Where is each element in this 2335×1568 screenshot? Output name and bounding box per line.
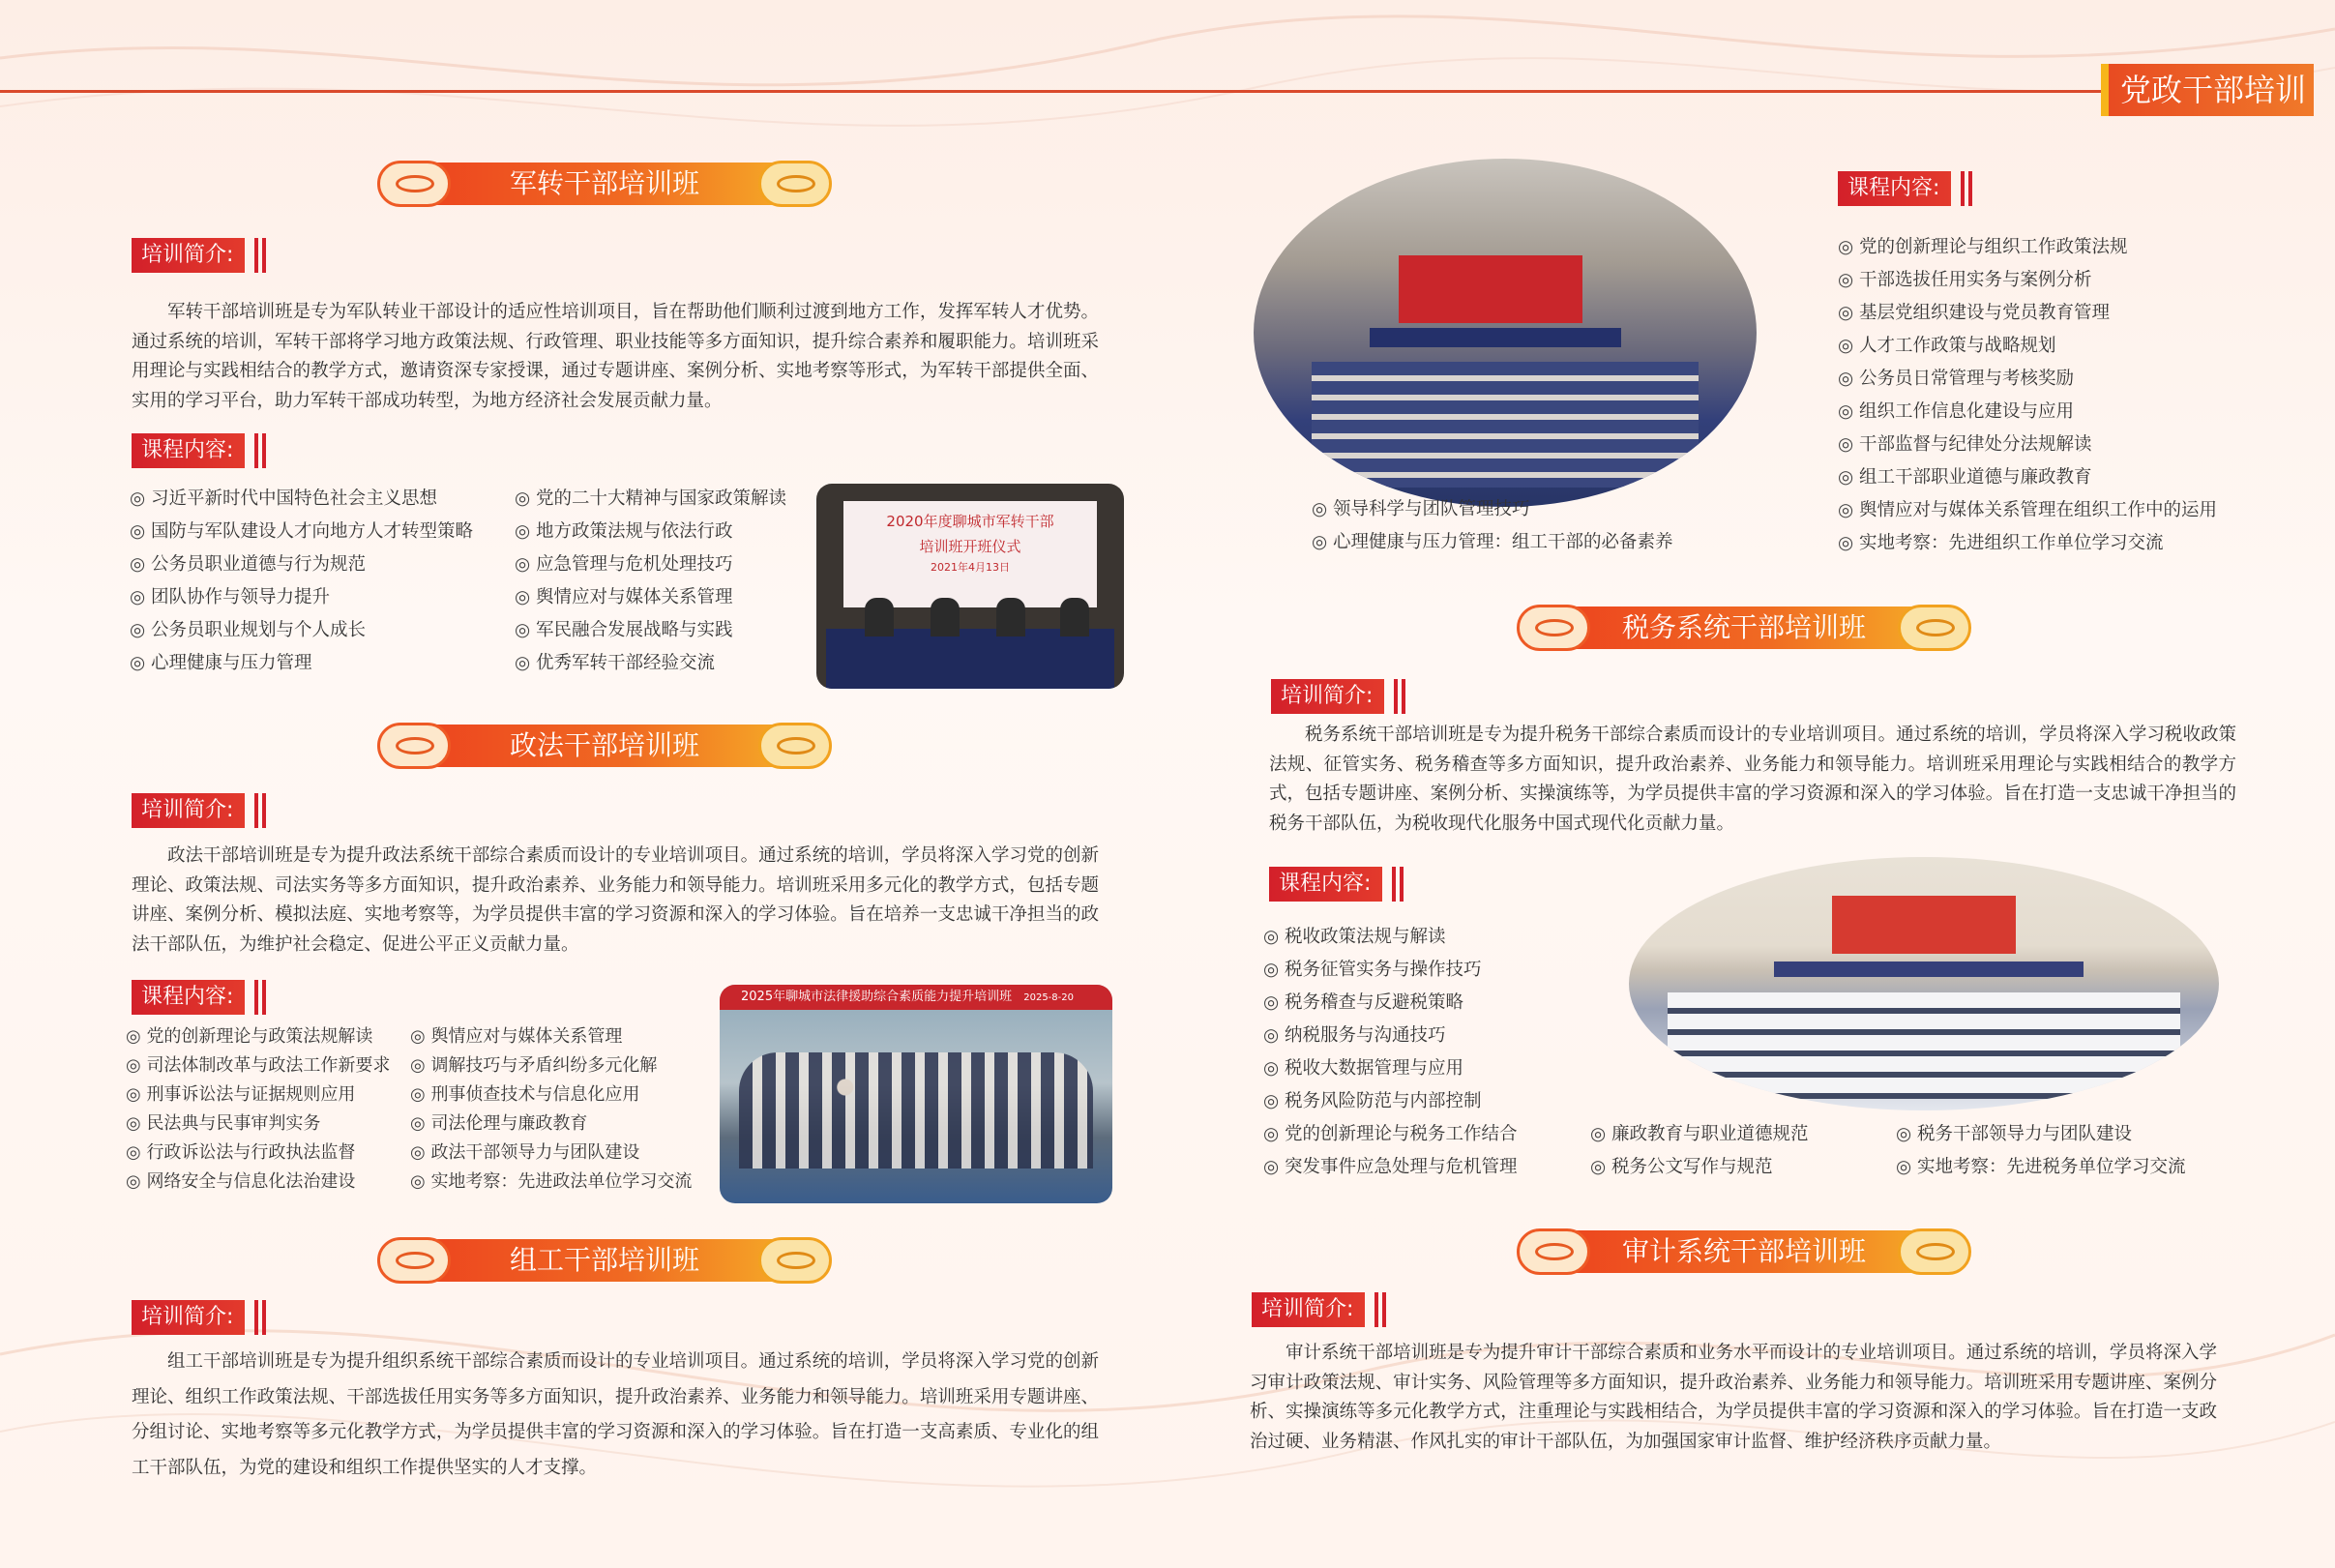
list-item: ◎ 团队协作与领导力提升 <box>130 581 473 614</box>
org-intro-label: 培训简介: <box>132 1300 245 1335</box>
photo-banner-text: 2025年聊城市法律援助综合素质能力提升培训班 <box>741 990 1013 1004</box>
list-item: ◎ 舆情应对与媒体关系管理 <box>410 1022 692 1051</box>
tax-intro: 税务系统干部培训班是专为提升税务干部综合素质而设计的专业培训项目。通过系统的培训，学员将深入学习税收政策法规、征管实务、税务稽查等多方面知识，提升政治素养、业务能力和领导能力。培训班采用理论与实践相结合的教学方式，包括专题讲座、案例分析、实操演练等，为学员提供丰富的学习资源和深入的学习体验。旨在打造一支忠诚干净担当的税务干部队伍，为税收现代化服务中国式现代化贡献力量。 <box>1269 725 2236 834</box>
org-title-banner <box>381 1239 828 1282</box>
audit-intro: 审计系统干部培训班是专为提升审计干部综合素质和业务水平而设计的专业培训项目。通过系统的培训，学员将深入学习审计政策法规、审计实务、风险管理等多方面知识，提升政治素养、业务能力和领导能力。培训班采用专题讲座、案例分析、实操演练等多元化教学方式，注重理论与实践相结合，为学员提供丰富的学习资源和深入的学习体验。旨在打造一支政治过硬、业务精湛、作风扎实的审计干部队伍，为加强国家审计监督、维护经济秩序贡献力量。 <box>1250 1343 2217 1452</box>
list-item: ◎ 司法伦理与廉政教育 <box>410 1109 692 1139</box>
tax-courses-label: 课程内容: <box>1269 867 1382 902</box>
photo-table <box>1774 962 2084 977</box>
list-item: ◎ 党的创新理论与组织工作政策法规 <box>1838 231 2217 264</box>
list-item: ◎ 舆情应对与媒体关系管理 <box>515 581 786 614</box>
cloud-ornament-icon <box>1517 1228 1590 1275</box>
cloud-ornament-icon <box>377 1237 451 1284</box>
law-courses-label: 课程内容: <box>132 980 245 1015</box>
org-courses-photo-side <box>1312 493 1673 559</box>
list-item: ◎ 税务稽查与反避税策略 <box>1263 987 1518 1020</box>
list-item: ◎ 组织工作信息化建设与应用 <box>1838 396 2217 429</box>
photo-people <box>739 1052 1093 1169</box>
list-item: ◎ 税务征管实务与操作技巧 <box>1263 954 1518 987</box>
list-item: ◎ 刑事诉讼法与证据规则应用 <box>126 1080 390 1109</box>
law-intro-label: 培训简介: <box>132 793 245 828</box>
photo-table <box>826 629 1114 689</box>
law-courses-right <box>410 1022 692 1197</box>
list-item: ◎ 网络安全与信息化法治建设 <box>126 1168 390 1197</box>
photo-screen <box>1399 255 1582 323</box>
list-item: ◎ 党的二十大精神与国家政策解读 <box>515 483 786 516</box>
list-item: ◎ 司法体制改革与政法工作新要求 <box>126 1051 390 1080</box>
photo-date: 2025-8-20 <box>1023 992 1074 1003</box>
list-item: ◎ 实地考察：先进税务单位学习交流 <box>1896 1151 2186 1184</box>
photo-audience <box>1312 362 1699 488</box>
list-item: ◎ 军民融合发展战略与实践 <box>515 614 786 647</box>
photo-subtitle: 培训班开班仪式 <box>919 538 1021 555</box>
list-item: ◎ 税务风险防范与内部控制 <box>1263 1085 1518 1118</box>
list-item: ◎ 心理健康与压力管理 <box>130 647 473 680</box>
military-courses-label: 课程内容: <box>132 433 245 468</box>
list-item: ◎ 习近平新时代中国特色社会主义思想 <box>130 483 473 516</box>
corner-tag: 党政干部培训 <box>2101 64 2314 116</box>
list-item: ◎ 公务员日常管理与考核奖励 <box>1838 363 2217 396</box>
org-meeting-photo <box>1254 159 1757 507</box>
list-item: ◎ 纳税服务与沟通技巧 <box>1263 1020 1518 1052</box>
military-courses-right <box>515 483 786 680</box>
list-item: ◎ 廉政教育与职业道德规范 <box>1590 1118 1809 1151</box>
tax-courses-col3 <box>1896 1118 2186 1184</box>
tax-title: 税务系统干部培训班 <box>1621 611 1866 643</box>
cloud-ornament-icon <box>1898 605 1971 651</box>
law-intro: 政法干部培训班是专为提升政法系统干部综合素质而设计的专业培训项目。通过系统的培训，学员将深入学习党的创新理论、政策法规、司法实务等多方面知识，提升政治素养、业务能力和领导能力。培训班采用多元化的教学方式，包括专题讲座、案例分析、模拟法庭、实地考察等，为学员提供丰富的学习资源和深入的学习体验。旨在培养一支忠诚干净担当的政法干部队伍，为维护社会稳定、促进公平正义贡献力量。 <box>132 845 1099 955</box>
cloud-ornament-icon <box>1898 1228 1971 1275</box>
audit-title-banner <box>1521 1230 1967 1273</box>
law-courses-left <box>126 1022 390 1197</box>
tax-intro-label: 培训简介: <box>1271 679 1384 714</box>
list-item: ◎ 实地考察：先进政法单位学习交流 <box>410 1168 692 1197</box>
photo-screen <box>843 501 1097 607</box>
tax-title-banner <box>1521 606 1967 649</box>
list-item: ◎ 舆情应对与媒体关系管理在组织工作中的运用 <box>1838 494 2217 527</box>
tax-courses-col1 <box>1263 921 1518 1184</box>
military-intro-label: 培训简介: <box>132 238 245 273</box>
photo-banner <box>720 985 1112 1010</box>
audit-title: 审计系统干部培训班 <box>1621 1235 1866 1267</box>
law-group-photo <box>720 985 1112 1203</box>
list-item: ◎ 党的创新理论与政策法规解读 <box>126 1022 390 1051</box>
list-item: ◎ 人才工作政策与战略规划 <box>1838 330 2217 363</box>
cloud-ornament-icon <box>758 723 832 769</box>
list-item: ◎ 调解技巧与矛盾纠纷多元化解 <box>410 1051 692 1080</box>
military-ceremony-photo <box>816 484 1124 689</box>
list-item: ◎ 突发事件应急处理与危机管理 <box>1263 1151 1518 1184</box>
list-item: ◎ 刑事侦查技术与信息化应用 <box>410 1080 692 1109</box>
list-item: ◎ 心理健康与压力管理：组工干部的必备素养 <box>1312 526 1673 559</box>
military-title-banner <box>381 163 828 205</box>
list-item: ◎ 税务干部领导力与团队建设 <box>1896 1118 2186 1151</box>
list-item: ◎ 民法典与民事审判实务 <box>126 1109 390 1139</box>
photo-title: 2020年度聊城市军转干部 <box>886 513 1054 530</box>
list-item: ◎ 政法干部领导力与团队建设 <box>410 1139 692 1168</box>
tax-courses-col2 <box>1590 1118 1809 1184</box>
cloud-ornament-icon <box>377 723 451 769</box>
org-courses <box>1838 231 2217 560</box>
list-item: ◎ 国防与军队建设人才向地方人才转型策略 <box>130 516 473 548</box>
military-intro: 军转干部培训班是专为军队转业干部设计的适应性培训项目，旨在帮助他们顺利过渡到地方工作，发挥军转人才优势。通过系统的培训，军转干部将学习地方政策法规、行政管理、职业技能等多方面知识，提升综合素养和履职能力。培训班采用理论与实践相结合的教学方式，邀请资深专家授课，通过专题讲座、案例分析、实地考察等形式，为军转干部提供全面、实用的学习平台，助力军转干部成功转型，为地方经济社会发展贡献力量。 <box>132 302 1099 411</box>
org-intro: 组工干部培训班是专为提升组织系统干部综合素质而设计的专业培训项目。通过系统的培训，学员将深入学习党的创新理论、组织工作政策法规、干部选拔任用实务等多方面知识，提升政治素养、业务能力和领导能力。培训班采用专题讲座、分组讨论、实地考察等多元化教学方式，为学员提供丰富的学习资源和深入的学习体验。旨在打造一支高素质、专业化的组工干部队伍，为党的建设和组织工作提供坚实的人才支撑。 <box>132 1351 1099 1478</box>
list-item: ◎ 税收政策法规与解读 <box>1263 921 1518 954</box>
list-item: ◎ 实地考察：先进组织工作单位学习交流 <box>1838 527 2217 560</box>
list-item: ◎ 优秀军转干部经验交流 <box>515 647 786 680</box>
cloud-ornament-icon <box>1517 605 1590 651</box>
tax-meeting-photo <box>1629 857 2219 1110</box>
audit-intro-label: 培训简介: <box>1252 1292 1365 1327</box>
list-item: ◎ 税收大数据管理与应用 <box>1263 1052 1518 1085</box>
cloud-ornament-icon <box>377 161 451 207</box>
list-item: ◎ 行政诉讼法与行政执法监督 <box>126 1139 390 1168</box>
photo-screen <box>1832 896 2016 954</box>
cloud-ornament-icon <box>758 1237 832 1284</box>
list-item: ◎ 公务员职业规划与个人成长 <box>130 614 473 647</box>
list-item: ◎ 公务员职业道德与行为规范 <box>130 548 473 581</box>
list-item: ◎ 干部监督与纪律处分法规解读 <box>1838 429 2217 461</box>
photo-date: 2021年4月13日 <box>931 561 1010 574</box>
law-title: 政法干部培训班 <box>509 729 699 761</box>
org-title: 组工干部培训班 <box>509 1244 699 1276</box>
list-item: ◎ 干部选拔任用实务与案例分析 <box>1838 264 2217 297</box>
cloud-ornament-icon <box>758 161 832 207</box>
org-courses-label: 课程内容: <box>1838 171 1951 206</box>
military-title: 军转干部培训班 <box>509 167 699 199</box>
list-item: ◎ 地方政策法规与依法行政 <box>515 516 786 548</box>
header-rule <box>0 90 2101 93</box>
law-title-banner <box>381 725 828 767</box>
list-item: ◎ 基层党组织建设与党员教育管理 <box>1838 297 2217 330</box>
list-item: ◎ 党的创新理论与税务工作结合 <box>1263 1118 1518 1151</box>
list-item: ◎ 组工干部职业道德与廉政教育 <box>1838 461 2217 494</box>
military-courses-left <box>130 483 473 680</box>
list-item: ◎ 应急管理与危机处理技巧 <box>515 548 786 581</box>
list-item: ◎ 税务公文写作与规范 <box>1590 1151 1809 1184</box>
photo-audience <box>1668 992 2180 1099</box>
photo-table <box>1370 328 1621 347</box>
list-item: ◎ 领导科学与团队管理技巧 <box>1312 493 1673 526</box>
